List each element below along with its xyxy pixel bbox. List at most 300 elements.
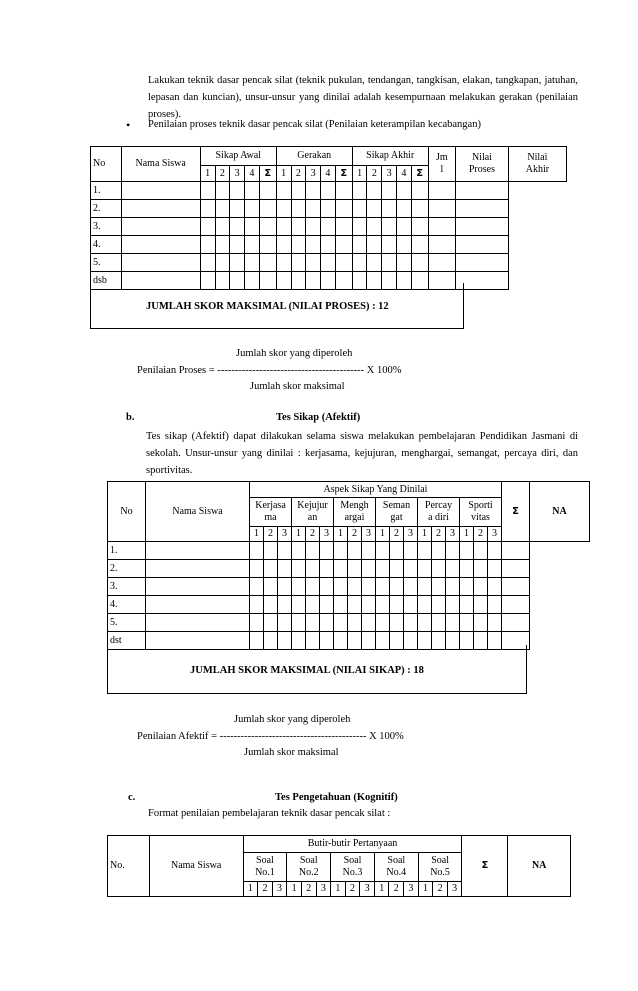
score-cell <box>352 200 367 218</box>
table-row <box>108 560 590 578</box>
score-cell <box>291 218 306 236</box>
score-cell <box>321 236 336 254</box>
col-nilai-proses-header: Nilai Proses <box>456 147 509 182</box>
question-header: Soal No.5 <box>418 853 462 882</box>
score-cell <box>291 236 306 254</box>
score-cell <box>446 578 460 596</box>
sub-header: 4 <box>321 166 336 182</box>
sub-header: 3 <box>316 882 331 897</box>
score-cell <box>334 614 348 632</box>
score-cell <box>320 596 334 614</box>
student-name-cell <box>146 542 250 560</box>
score-cell <box>432 542 446 560</box>
group-butir-pertanyaan: Butir-butir Pertanyaan <box>243 836 462 853</box>
aspect-header: Seman gat <box>376 498 418 527</box>
score-cell <box>428 182 455 200</box>
sub-header: 3 <box>272 882 287 897</box>
score-cell <box>292 578 306 596</box>
score-cell <box>418 596 432 614</box>
score-cell <box>411 218 428 236</box>
score-cell <box>474 542 488 560</box>
sub-header: 1 <box>374 882 389 897</box>
score-cell <box>245 236 260 254</box>
sub-header: 2 <box>389 882 404 897</box>
aspect-header: Kerjasa ma <box>250 498 292 527</box>
sub-header: 1 <box>331 882 346 897</box>
group-sikap-akhir: Sikap Akhir <box>352 147 428 166</box>
score-cell <box>276 218 291 236</box>
score-cell <box>502 596 530 614</box>
score-cell <box>276 200 291 218</box>
score-cell <box>367 200 382 218</box>
student-name-cell <box>146 596 250 614</box>
score-cell <box>348 614 362 632</box>
col-name-header: Nama Siswa <box>121 147 200 182</box>
score-cell <box>362 560 376 578</box>
score-cell <box>446 596 460 614</box>
sub-header: 2 <box>390 527 404 542</box>
table-row <box>91 254 567 272</box>
score-cell <box>404 542 418 560</box>
score-cell <box>460 596 474 614</box>
aspect-header: Mengh argai <box>334 498 376 527</box>
sub-header: 3 <box>404 527 418 542</box>
section-c-subtitle: Format penilaian pembelajaran teknik dasar pencak silat : <box>148 808 391 819</box>
col-no-header: No <box>108 482 146 542</box>
section-b-letter: b. <box>126 412 135 423</box>
score-cell <box>276 182 291 200</box>
sub-header: 3 <box>488 527 502 542</box>
score-cell <box>334 578 348 596</box>
table-row <box>91 200 567 218</box>
score-cell <box>397 200 412 218</box>
score-cell <box>259 236 276 254</box>
score-cell <box>352 182 367 200</box>
sub-header: 3 <box>278 527 292 542</box>
question-header: Soal No.4 <box>374 853 418 882</box>
sub-header: 2 <box>348 527 362 542</box>
score-cell <box>230 182 245 200</box>
score-cell <box>200 200 215 218</box>
row-number: 3. <box>108 578 146 596</box>
score-cell <box>250 596 264 614</box>
score-cell <box>200 182 215 200</box>
score-cell <box>456 200 509 218</box>
score-cell <box>390 596 404 614</box>
score-cell <box>321 182 336 200</box>
table-row <box>108 578 590 596</box>
table-row <box>108 542 590 560</box>
score-cell <box>418 578 432 596</box>
score-cell <box>446 542 460 560</box>
score-cell <box>230 236 245 254</box>
sub-header: 1 <box>287 882 302 897</box>
score-cell <box>382 200 397 218</box>
score-cell <box>456 182 509 200</box>
score-cell <box>456 236 509 254</box>
score-cell <box>200 218 215 236</box>
score-cell <box>502 542 530 560</box>
score-cell <box>488 578 502 596</box>
sub-header: 2 <box>291 166 306 182</box>
row-number: 5. <box>91 254 122 272</box>
row-number: dst <box>108 632 146 650</box>
formula1-denominator: Jumlah skor maksimal <box>250 381 345 392</box>
score-cell <box>397 218 412 236</box>
score-cell <box>397 182 412 200</box>
score-cell <box>250 578 264 596</box>
score-cell <box>200 236 215 254</box>
score-cell <box>352 236 367 254</box>
bullet-text: Penilaian proses teknik dasar pencak silat (Penilaian keterampilan kecabangan) <box>148 119 481 130</box>
score-cell <box>264 596 278 614</box>
score-cell <box>382 182 397 200</box>
sigma-header: Σ <box>259 166 276 182</box>
score-cell <box>320 614 334 632</box>
score-cell <box>460 614 474 632</box>
score-cell <box>306 542 320 560</box>
section-c-title: Tes Pengetahuan (Kognitif) <box>275 792 398 803</box>
score-cell <box>411 254 428 272</box>
score-cell <box>306 218 321 236</box>
sub-header: 2 <box>433 882 448 897</box>
score-cell <box>446 560 460 578</box>
formula2-denominator: Jumlah skor maksimal <box>244 747 339 758</box>
row-number: dsb <box>91 272 122 290</box>
group-sikap-awal: Sikap Awal <box>200 147 276 166</box>
sub-header: 3 <box>447 882 462 897</box>
question-header: Soal No.2 <box>287 853 331 882</box>
score-cell <box>411 236 428 254</box>
sub-header: 1 <box>418 882 433 897</box>
student-name-cell <box>146 578 250 596</box>
score-cell <box>382 254 397 272</box>
row-number: 2. <box>108 560 146 578</box>
aspect-header: Kejujur an <box>292 498 334 527</box>
score-cell <box>352 254 367 272</box>
section-c-letter: c. <box>128 792 136 803</box>
sub-header: 1 <box>243 882 258 897</box>
score-cell <box>200 254 215 272</box>
sub-header: 3 <box>382 166 397 182</box>
score-cell <box>292 560 306 578</box>
score-cell <box>230 200 245 218</box>
score-cell <box>320 578 334 596</box>
score-cell <box>292 542 306 560</box>
score-cell <box>404 578 418 596</box>
score-cell <box>306 236 321 254</box>
sub-header: 1 <box>418 527 432 542</box>
col-name-header: Nama Siswa <box>149 836 243 897</box>
row-number: 1. <box>108 542 146 560</box>
score-cell <box>321 200 336 218</box>
sigma-header: Σ <box>502 482 530 542</box>
score-cell <box>411 182 428 200</box>
score-cell <box>320 560 334 578</box>
score-cell <box>335 236 352 254</box>
score-cell <box>390 560 404 578</box>
col-na-header: NA <box>530 482 590 542</box>
section-b-paragraph: Tes sikap (Afektif) dapat dilakukan selama siswa melakukan pembelajaran Pendidikan Jasmani di sekolah. Unsur-unsur yang dinilai : kerjasama, kejujuran, menghargai, semangat, percaya diri, dan sportivitas. <box>146 431 578 476</box>
score-cell <box>306 560 320 578</box>
intro-paragraph: Lakukan teknik dasar pencak silat (teknik pukulan, tendangan, tangkisan, elakan, tangkapan, jatuhan, lepasan dan kuncian), unsur-unsur yang dinilai adalah kesempurnaan melakukan gerakan (penilaian proses). <box>148 75 578 120</box>
score-cell <box>362 542 376 560</box>
score-cell <box>428 218 455 236</box>
col-nilai-akhir-header: Nilai Akhir <box>508 147 566 182</box>
sub-header: 3 <box>362 527 376 542</box>
score-cell <box>418 560 432 578</box>
score-cell <box>215 218 230 236</box>
formula2-numerator: Jumlah skor yang diperoleh <box>234 714 351 725</box>
table-row <box>91 236 567 254</box>
score-cell <box>474 596 488 614</box>
score-cell <box>259 182 276 200</box>
score-cell <box>428 200 455 218</box>
row-number: 2. <box>91 200 122 218</box>
score-cell <box>390 542 404 560</box>
sub-header: 3 <box>320 527 334 542</box>
score-cell <box>397 236 412 254</box>
score-cell <box>362 614 376 632</box>
score-cell <box>488 596 502 614</box>
col-no-header: No <box>91 147 122 182</box>
sub-header: 3 <box>360 882 375 897</box>
sub-header: 3 <box>446 527 460 542</box>
question-header: Soal No.1 <box>243 853 287 882</box>
sub-header: 3 <box>306 166 321 182</box>
score-cell <box>334 596 348 614</box>
sub-header: 2 <box>306 527 320 542</box>
score-cell <box>376 560 390 578</box>
score-cell <box>460 542 474 560</box>
score-cell <box>474 560 488 578</box>
col-no-header: No. <box>108 836 150 897</box>
sub-header: 2 <box>432 527 446 542</box>
score-cell <box>432 560 446 578</box>
score-cell <box>259 254 276 272</box>
score-cell <box>390 578 404 596</box>
score-cell <box>411 200 428 218</box>
score-cell <box>390 614 404 632</box>
score-cell <box>264 542 278 560</box>
aspect-header: Sporti vitas <box>460 498 502 527</box>
score-cell <box>348 578 362 596</box>
sub-header: 1 <box>276 166 291 182</box>
score-cell <box>306 182 321 200</box>
score-cell <box>215 236 230 254</box>
row-number: 3. <box>91 218 122 236</box>
student-name-cell <box>146 614 250 632</box>
sub-header: 1 <box>292 527 306 542</box>
question-header: Soal No.3 <box>331 853 375 882</box>
sub-header: 4 <box>397 166 412 182</box>
sub-header: 3 <box>404 882 419 897</box>
score-cell <box>367 254 382 272</box>
table-row <box>91 182 567 200</box>
score-cell <box>432 578 446 596</box>
sigma-header: Σ <box>335 166 352 182</box>
score-cell <box>460 578 474 596</box>
score-cell <box>335 218 352 236</box>
student-name-cell <box>121 236 200 254</box>
score-cell <box>259 200 276 218</box>
sigma-header: Σ <box>411 166 428 182</box>
sub-header: 4 <box>245 166 260 182</box>
sigma-header: Σ <box>462 836 508 897</box>
student-name-cell <box>121 254 200 272</box>
score-cell <box>348 542 362 560</box>
score-cell <box>456 218 509 236</box>
sub-header: 2 <box>345 882 360 897</box>
student-name-cell <box>121 218 200 236</box>
score-cell <box>432 596 446 614</box>
score-cell <box>245 218 260 236</box>
score-cell <box>362 596 376 614</box>
table1-body <box>91 182 567 290</box>
row-number: 4. <box>108 596 146 614</box>
score-cell <box>382 236 397 254</box>
score-cell <box>292 614 306 632</box>
table2-body <box>108 542 590 650</box>
score-cell <box>335 200 352 218</box>
score-cell <box>230 218 245 236</box>
score-cell <box>276 254 291 272</box>
score-cell <box>292 596 306 614</box>
score-cell <box>306 614 320 632</box>
score-cell <box>306 200 321 218</box>
score-cell <box>264 560 278 578</box>
score-cell <box>404 596 418 614</box>
table-row <box>108 596 590 614</box>
sub-header: 1 <box>376 527 390 542</box>
table-row <box>91 218 567 236</box>
score-cell <box>367 182 382 200</box>
score-cell <box>321 218 336 236</box>
sub-header: 2 <box>301 882 316 897</box>
score-cell <box>306 254 321 272</box>
score-cell <box>278 578 292 596</box>
bullet-icon: • <box>126 118 131 132</box>
col-name-header: Nama Siswa <box>146 482 250 542</box>
group-gerakan: Gerakan <box>276 147 352 166</box>
score-cell <box>250 614 264 632</box>
score-cell <box>321 254 336 272</box>
score-cell <box>488 542 502 560</box>
score-cell <box>291 182 306 200</box>
score-cell <box>215 182 230 200</box>
score-cell <box>278 560 292 578</box>
score-cell <box>376 578 390 596</box>
affective-assessment-table <box>107 481 590 650</box>
sub-header: 1 <box>352 166 367 182</box>
col-na-header: NA <box>508 836 571 897</box>
score-cell <box>306 578 320 596</box>
score-cell <box>306 596 320 614</box>
row-number: 4. <box>91 236 122 254</box>
sub-header: 2 <box>264 527 278 542</box>
score-cell <box>502 614 530 632</box>
score-cell <box>335 254 352 272</box>
score-cell <box>404 560 418 578</box>
score-cell <box>348 560 362 578</box>
score-cell <box>264 578 278 596</box>
sub-header: 1 <box>250 527 264 542</box>
formula1-label: Penilaian Proses = ------------------------------------------ X 100% <box>137 365 402 376</box>
score-cell <box>432 614 446 632</box>
score-cell <box>418 542 432 560</box>
score-cell <box>320 542 334 560</box>
score-cell <box>335 182 352 200</box>
score-cell <box>367 218 382 236</box>
score-cell <box>382 218 397 236</box>
score-cell <box>418 614 432 632</box>
aspect-header: Percay a diri <box>418 498 460 527</box>
score-cell <box>502 578 530 596</box>
score-cell <box>245 200 260 218</box>
row-number: 5. <box>108 614 146 632</box>
student-name-cell <box>121 200 200 218</box>
score-cell <box>397 254 412 272</box>
score-cell <box>376 596 390 614</box>
score-cell <box>376 542 390 560</box>
table-row <box>108 614 590 632</box>
score-cell <box>334 560 348 578</box>
score-cell <box>428 254 455 272</box>
score-cell <box>264 614 278 632</box>
score-cell <box>278 596 292 614</box>
score-cell <box>474 614 488 632</box>
score-cell <box>278 542 292 560</box>
sub-header: 2 <box>215 166 230 182</box>
sub-header: 2 <box>258 882 273 897</box>
score-cell <box>291 254 306 272</box>
process-assessment-table <box>90 146 567 290</box>
score-cell <box>446 614 460 632</box>
score-cell <box>404 614 418 632</box>
score-cell <box>474 578 488 596</box>
score-cell <box>488 560 502 578</box>
sub-header: 3 <box>230 166 245 182</box>
sub-header: 2 <box>474 527 488 542</box>
sub-header: 1 <box>334 527 348 542</box>
score-cell <box>334 542 348 560</box>
score-cell <box>367 236 382 254</box>
score-cell <box>215 254 230 272</box>
sub-header: 1 <box>460 527 474 542</box>
score-cell <box>488 614 502 632</box>
student-name-cell <box>146 560 250 578</box>
formula1-numerator: Jumlah skor yang diperoleh <box>236 348 353 359</box>
score-cell <box>502 560 530 578</box>
score-cell <box>428 236 455 254</box>
student-name-cell <box>121 182 200 200</box>
score-cell <box>245 182 260 200</box>
score-cell <box>278 614 292 632</box>
formula2-label: Penilaian Afektif = ------------------------------------------ X 100% <box>137 731 404 742</box>
score-cell <box>376 614 390 632</box>
cognitive-assessment-table <box>107 835 571 897</box>
score-cell <box>352 218 367 236</box>
score-cell <box>230 254 245 272</box>
sub-header: 2 <box>367 166 382 182</box>
score-cell <box>245 254 260 272</box>
score-cell <box>362 578 376 596</box>
row-number: 1. <box>91 182 122 200</box>
score-cell <box>456 254 509 272</box>
group-aspek-sikap: Aspek Sikap Yang Dinilai <box>250 482 502 498</box>
col-jml-header: Jm l <box>428 147 455 182</box>
sub-header: 1 <box>200 166 215 182</box>
